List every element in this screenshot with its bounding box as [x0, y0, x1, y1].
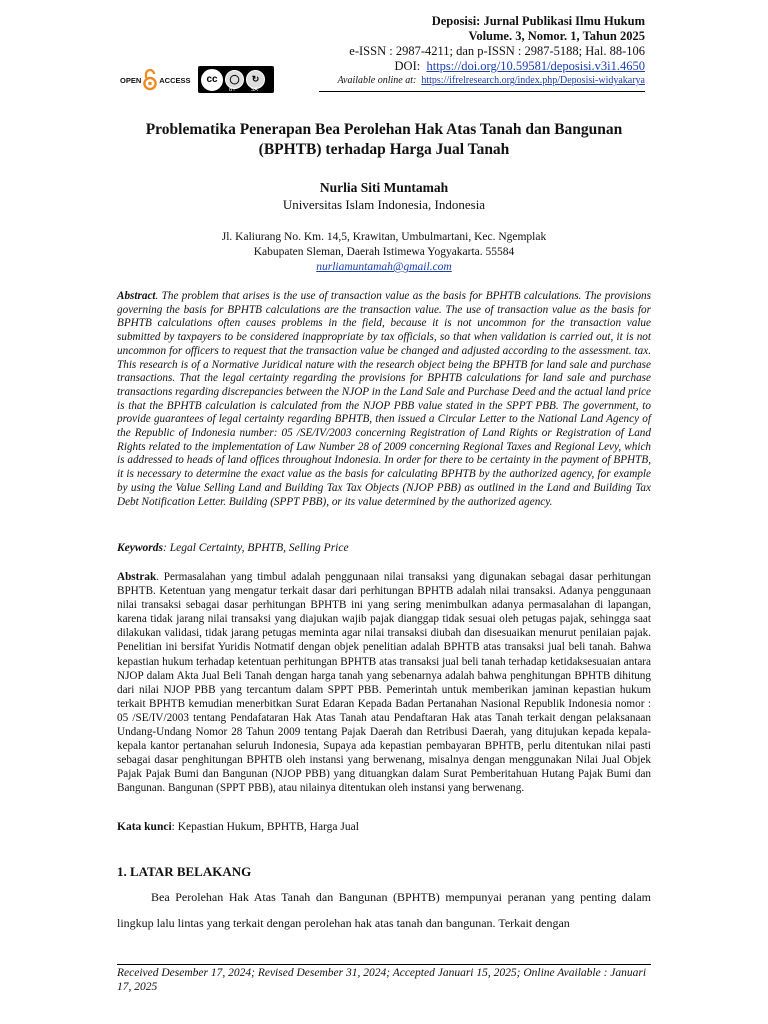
open-access-right-text: ACCESS	[159, 75, 191, 85]
author-name: Nurlia Siti Muntamah	[319, 180, 449, 195]
author-address	[0, 230, 768, 275]
journal-name: Deposisi: Jurnal Publikasi Ilmu Hukum	[431, 14, 645, 28]
article-history: Received Desember 17, 2024; Revised Desember 31, 2024; Accepted Januari 15, 2025; Online Available : Januari 17, 2025	[117, 967, 647, 993]
kata-kunci-label: Kata kunci	[117, 821, 172, 833]
doi-label: DOI:	[394, 59, 421, 73]
kata-kunci-text: : Kepastian Hukum, BPHTB, Harga Jual	[171, 821, 359, 833]
attribution-icon: ◯	[225, 70, 244, 89]
keywords-indonesian	[117, 821, 359, 833]
available-label: Available online at:	[337, 75, 417, 86]
share-alike-icon: ↻	[246, 70, 265, 89]
abstract-english	[117, 290, 651, 509]
journal-issn: e-ISSN : 2987-4211; dan p-ISSN : 2987-5188; Hal. 88-106	[349, 44, 645, 58]
cc-sa-label: SA	[251, 87, 258, 93]
abstract-indonesian	[117, 570, 651, 796]
keywords-label: Keywords	[117, 542, 163, 554]
open-access-left-text: OPEN	[120, 75, 142, 85]
author-email[interactable]: nurliamuntamah@gmail.com	[316, 261, 452, 273]
footer-divider	[117, 964, 651, 965]
abstract-text: . The problem that arises is the use of transaction value as the basis for BPHTB calculations. The provisions governing the basis for BPHTB calculations are the transaction value. The use of transaction value as the basis for BPHTB calculations often causes problems in the field, because it is not uncommon for the transaction value submitted by taxpayers to be considered inappropriate by tax officials, so that when validation is carried out, it is not uncommon for officers to request that the transaction value be changed and adjusted according to the assessment. tax. This research is of a Normative Juridical nature with the research object being the BPHTB for land sale and purchase transactions. That the legal certainty regarding the provisions for BPHTB calculations for land sale and purchase transactions regarding discrepancies between the NJOP in the Land Sale and Purchase Deed and the actual land price is that the BPHTB calculation is calculated from the NJOP PBB value stated in the SPPT PBB. The government, to provide guarantees of legal certainty regarding BPHTB, then issued a Circular Letter to the National Land Agency of the Republic of Indonesia number: 05 /SE/IV/2003 concerning Registration of Land Rights or Registration of Land Rights related to the implementation of Law Number 28 of 2009 concerning Regional Taxes and Regional Levy, which is addressed to heads of land offices throughout Indonesia. In order for there to be certainty in the payment of BPHTB, it is necessary to determine the exact value as the basis for calculating BPHTB by the authorized agency, for example by using the Value Selling Land and Building Tax Tax Objects (NJOP PBB) as outlined in the Land and Building Tax Debt Notification Letter. Building (SPPT PBB), or its value determined by the authorized agency.	[117, 290, 651, 508]
abstrak-text: . Permasalahan yang timbul adalah penggunaan nilai transaksi yang digunakan sebagai dasar perhitungan BPHTB. Ketentuan yang mengatur terkait dasar dari perhitungan BPHTB adalah nilai transaksi. Adanya penggunaan nilai transaksi sebagai dasar perhitungan BPHTB ini yang sering menimbulkan adanya permasalahan di lapangan, karena tidak jarang nilai transaksi yang diajukan wajib pajak dianggap tidak sesuai oleh petugas pajak, sehingga saat dilakukan validasi, tidak jarang petugas meminta agar nilai transaksi diubah dan disesuaikan menurut penilaian pajak. Penelitian ini bersifat Yuridis Notmatif dengan objek penelitian adalah BPHTB atas transaksi jual beli tanah. Bahwa kepastian hukum terhadap ketentuan perhitungan BPHTB atas transaksi jual beli tanah terhadap ketidaksesuaian antara NJOP dalam Akta Jual Beli Tanah dengan harga tanah yang sebenarnya adalah bahwa penghitungan BPHTB dihitung dari nilai NJOP PBB yang tercantum dalam SPPT PBB. Pemerintah untuk memberikan jaminan kepastian hukum terkait BPHTB kemudian menerbitkan Surat Edaran Kepada Badan Pertanahan Nasional Republik Indonesia nomor : 05 /SE/IV/2003 tentang Pendafataran Hak Atas Tanah atau Pendaftaran Hak atas Tanah terkait dengan pelaksanaan Undang-Undang Nomor 28 Tahun 2009 tentang Pajak Daerah dan Retribusi Daerah, yang ditujukan kepada kepala-kepala kantor pertanahan seluruh Indonesia, Supaya ada kepastian pembayaran BPHTB, perlu ditentukan nilai pasti sebagai dasar penghitungan BPHTB oleh instansi yang berwenang, misalnya dengan menggunakan Nilai Jual Objek Pajak Pajak Bumi dan Bangunan (NJOP PBB) yang dituangkan dalam Surat Pemberitahuan Hutang Pajak Bumi dan Bangunan. Bangunan (SPPT PBB), atau nilainya ditentukan oleh instansi yang berwenang.	[117, 571, 651, 795]
abstract-label: Abstract	[117, 290, 156, 302]
keywords-text: : Legal Certainty, BPHTB, Selling Price	[163, 542, 349, 554]
abstrak-label: Abstrak	[117, 571, 157, 583]
section-body-text: Bea Perolehan Hak Atas Tanah dan Bangunan (BPHTB) mempunyai peranan yang penting dalam lingkup lalu lintas yang terkait dengan perolehan hak atas tanah dan bangunan. Terkait dengan	[117, 890, 651, 930]
journal-header	[337, 14, 645, 88]
section-body	[117, 884, 651, 936]
article-title: Problematika Penerapan Bea Perolehan Hak Atas Tanah dan Bangunan (BPHTB) terhadap Harga Jual Tanah	[145, 121, 623, 158]
available-link[interactable]: https://ifrelresearch.org/index.php/Deposisi-widyakarya	[421, 75, 645, 86]
header-divider	[319, 91, 645, 92]
doi-link[interactable]: https://doi.org/10.59581/deposisi.v3i1.4650	[426, 59, 645, 73]
open-access-logo	[120, 67, 191, 93]
open-lock-icon	[143, 69, 157, 91]
doi-row	[337, 59, 645, 74]
address-line-2: Kabupaten Sleman, Daerah Istimewa Yogyakarta. 55584	[253, 246, 515, 258]
address-line-1: Jl. Kaliurang No. Km. 14,5, Krawitan, Umbulmartani, Kec. Ngemplak	[221, 231, 547, 243]
keywords-english	[117, 542, 349, 554]
creative-commons-icon: cc	[201, 69, 223, 91]
cc-license-badge	[198, 66, 274, 93]
cc-by-label: BY	[229, 87, 236, 93]
section-heading: 1. LATAR BELAKANG	[117, 864, 252, 879]
journal-volume: Volume. 3, Nomor. 1, Tahun 2025	[468, 29, 645, 43]
available-row	[337, 74, 645, 88]
author-affiliation: Universitas Islam Indonesia, Indonesia	[282, 197, 486, 212]
